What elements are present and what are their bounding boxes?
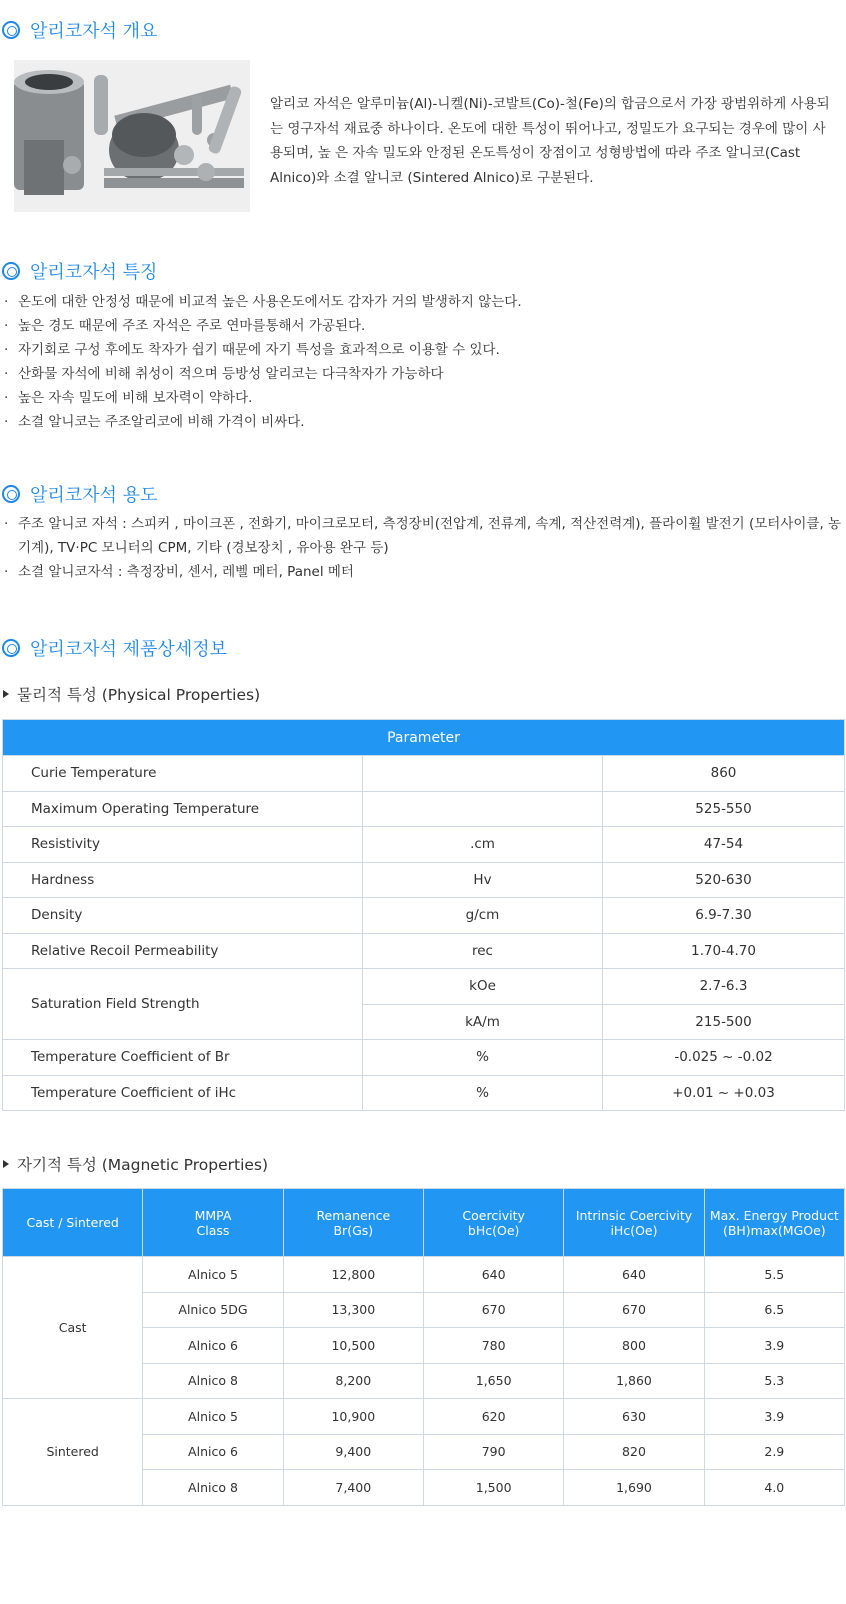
- bhmax-cell: 3.9: [704, 1328, 844, 1364]
- table-row: [3, 791, 845, 827]
- bhc-cell: 790: [423, 1434, 563, 1470]
- table-header-row: [3, 1189, 845, 1257]
- property-value: 520-630: [603, 862, 845, 898]
- list-item: · 산화물 자석에 비해 취성이 적으며 등방성 알리코는 다극착자가 가능하다: [0, 362, 846, 386]
- list-item: · 소결 알니코자석 : 측정장비, 센서, 레벨 메터, Panel 메터: [0, 560, 846, 584]
- table-row: [3, 1040, 845, 1076]
- property-value: 6.9-7.30: [603, 898, 845, 934]
- list-item: · 소결 알니코는 주조알리코에 비해 가격이 비싸다.: [0, 410, 846, 434]
- group-cast: Cast: [3, 1257, 143, 1399]
- list-item: · 주조 알니코 자석 : 스피커 , 마이크폰 , 전화기, 마이크로모터, 측정장비(전압계, 전류계, 속계, 적산전력계), 플라이휠 발전기 (모터사이클, 농기계), TV·PC 모니터의 CPM, 기타 (경보장치 , 유아용 완구 등): [0, 512, 846, 560]
- ihc-cell: 1,690: [564, 1470, 704, 1506]
- double-circle-icon: [2, 485, 20, 503]
- property-name: Temperature Coefficient of iHc: [3, 1075, 363, 1111]
- bhc-cell: 620: [423, 1399, 563, 1435]
- bhmax-cell: 6.5: [704, 1292, 844, 1328]
- features-title: 알리코자석 특징: [0, 258, 157, 284]
- bhc-cell: 1,500: [423, 1470, 563, 1506]
- property-unit: .cm: [363, 827, 603, 863]
- bhc-cell: 780: [423, 1328, 563, 1364]
- br-cell: 10,900: [283, 1399, 423, 1435]
- property-unit: Hv: [363, 862, 603, 898]
- overview-text: 알리코 자석은 알루미늄(Al)-니켈(Ni)-코발트(Co)-철(Fe)의 합금으로서 가장 광범위하게 사용되는 영구자석 재료중 하나이다. 온도에 대한 특성이 뛰어나고, 정밀도가 요구되는 경우에 많이 사용되며, 높 은 자속 밀도와 안정된 온도특성이 장점이고 성형방법에 따라 주조 알니코(Cast Alnico)와 소결 알니코 (Sintered Alnico)로 구분된다.: [270, 96, 830, 186]
- table-row: [3, 756, 845, 792]
- header-intrinsic-coercivity: Intrinsic Coercivity iHc(Oe): [564, 1189, 704, 1257]
- ihc-cell: 800: [564, 1328, 704, 1364]
- table-row: [3, 1075, 845, 1111]
- double-circle-icon: [2, 21, 20, 39]
- physical-properties-title: 물리적 특성 (Physical Properties): [0, 683, 260, 705]
- property-value: 860: [603, 756, 845, 792]
- physical-properties-table: [2, 719, 845, 1111]
- property-name: Resistivity: [3, 827, 363, 863]
- header-max-energy-product: Max. Energy Product (BH)max(MGOe): [704, 1189, 844, 1257]
- property-value: -0.025 ~ -0.02: [603, 1040, 845, 1076]
- class-cell: Alnico 6: [143, 1328, 283, 1364]
- header-mmpa-class: MMPA Class: [143, 1189, 283, 1257]
- property-value: 47-54: [603, 827, 845, 863]
- table-row: [3, 1399, 845, 1435]
- overview-title: 알리코자석 개요: [0, 17, 157, 43]
- property-unit: %: [363, 1040, 603, 1076]
- br-cell: 12,800: [283, 1257, 423, 1293]
- property-unit: kOe: [363, 969, 603, 1005]
- ihc-cell: 1,860: [564, 1363, 704, 1399]
- property-name: Relative Recoil Permeability: [3, 933, 363, 969]
- magnetic-properties-title: 자기적 특성 (Magnetic Properties): [0, 1153, 268, 1175]
- property-name: Maximum Operating Temperature: [3, 791, 363, 827]
- property-value: +0.01 ~ +0.03: [603, 1075, 845, 1111]
- double-circle-icon: [2, 639, 20, 657]
- table-header-row: [3, 720, 845, 756]
- property-unit: [363, 756, 603, 792]
- property-unit: rec: [363, 933, 603, 969]
- triangle-bullet-icon: [3, 1160, 9, 1168]
- header-cast-sintered: Cast / Sintered: [3, 1189, 143, 1257]
- bhc-cell: 640: [423, 1257, 563, 1293]
- bhmax-cell: 5.3: [704, 1363, 844, 1399]
- list-item: · 높은 경도 때문에 주조 자석은 주로 연마를통해서 가공된다.: [0, 314, 846, 338]
- property-value: 1.70-4.70: [603, 933, 845, 969]
- class-cell: Alnico 8: [143, 1470, 283, 1506]
- uses-list: [0, 512, 846, 584]
- double-circle-icon: [2, 262, 20, 280]
- bhc-cell: 670: [423, 1292, 563, 1328]
- details-title: 알리코자석 제품상세정보: [0, 635, 227, 661]
- header-coercivity: Coercivity bHc(Oe): [423, 1189, 563, 1257]
- property-value: 525-550: [603, 791, 845, 827]
- class-cell: Alnico 5: [143, 1257, 283, 1293]
- br-cell: 9,400: [283, 1434, 423, 1470]
- class-cell: Alnico 5DG: [143, 1292, 283, 1328]
- class-cell: Alnico 8: [143, 1363, 283, 1399]
- ihc-cell: 630: [564, 1399, 704, 1435]
- bhmax-cell: 4.0: [704, 1470, 844, 1506]
- br-cell: 13,300: [283, 1292, 423, 1328]
- class-cell: Alnico 6: [143, 1434, 283, 1470]
- table-row: [3, 827, 845, 863]
- ihc-cell: 670: [564, 1292, 704, 1328]
- property-unit: [363, 791, 603, 827]
- br-cell: 10,500: [283, 1328, 423, 1364]
- br-cell: 7,400: [283, 1470, 423, 1506]
- list-item: · 높은 자속 밀도에 비해 보자력이 약하다.: [0, 386, 846, 410]
- triangle-bullet-icon: [3, 690, 9, 698]
- uses-title: 알리코자석 용도: [0, 481, 157, 507]
- bhc-cell: 1,650: [423, 1363, 563, 1399]
- list-item: · 자기회로 구성 후에도 착자가 쉽기 때문에 자기 특성을 효과적으로 이용할 수 있다.: [0, 338, 846, 362]
- table-row: [3, 933, 845, 969]
- table-row: [3, 969, 845, 1005]
- bhmax-cell: 2.9: [704, 1434, 844, 1470]
- property-name: Density: [3, 898, 363, 934]
- table-row: [3, 1257, 845, 1293]
- property-name: Curie Temperature: [3, 756, 363, 792]
- group-sintered: Sintered: [3, 1399, 143, 1506]
- property-unit: kA/m: [363, 1004, 603, 1040]
- ihc-cell: 640: [564, 1257, 704, 1293]
- list-item: · 온도에 대한 안정성 때문에 비교적 높은 사용온도에서도 감자가 거의 발생하지 않는다.: [0, 290, 846, 314]
- br-cell: 8,200: [283, 1363, 423, 1399]
- property-value: 2.7-6.3: [603, 969, 845, 1005]
- magnetic-properties-table: [2, 1188, 845, 1506]
- header-remanence: Remanence Br(Gs): [283, 1189, 423, 1257]
- property-name: Temperature Coefficient of Br: [3, 1040, 363, 1076]
- property-name: Saturation Field Strength: [3, 969, 363, 1040]
- property-value: 215-500: [603, 1004, 845, 1040]
- parameter-header: Parameter: [3, 720, 845, 756]
- property-name: Hardness: [3, 862, 363, 898]
- table-row: [3, 862, 845, 898]
- bhmax-cell: 5.5: [704, 1257, 844, 1293]
- features-list: [0, 290, 846, 434]
- table-row: [3, 898, 845, 934]
- property-unit: %: [363, 1075, 603, 1111]
- bhmax-cell: 3.9: [704, 1399, 844, 1435]
- ihc-cell: 820: [564, 1434, 704, 1470]
- class-cell: Alnico 5: [143, 1399, 283, 1435]
- property-unit: g/cm: [363, 898, 603, 934]
- alnico-magnets-photo: [14, 60, 250, 212]
